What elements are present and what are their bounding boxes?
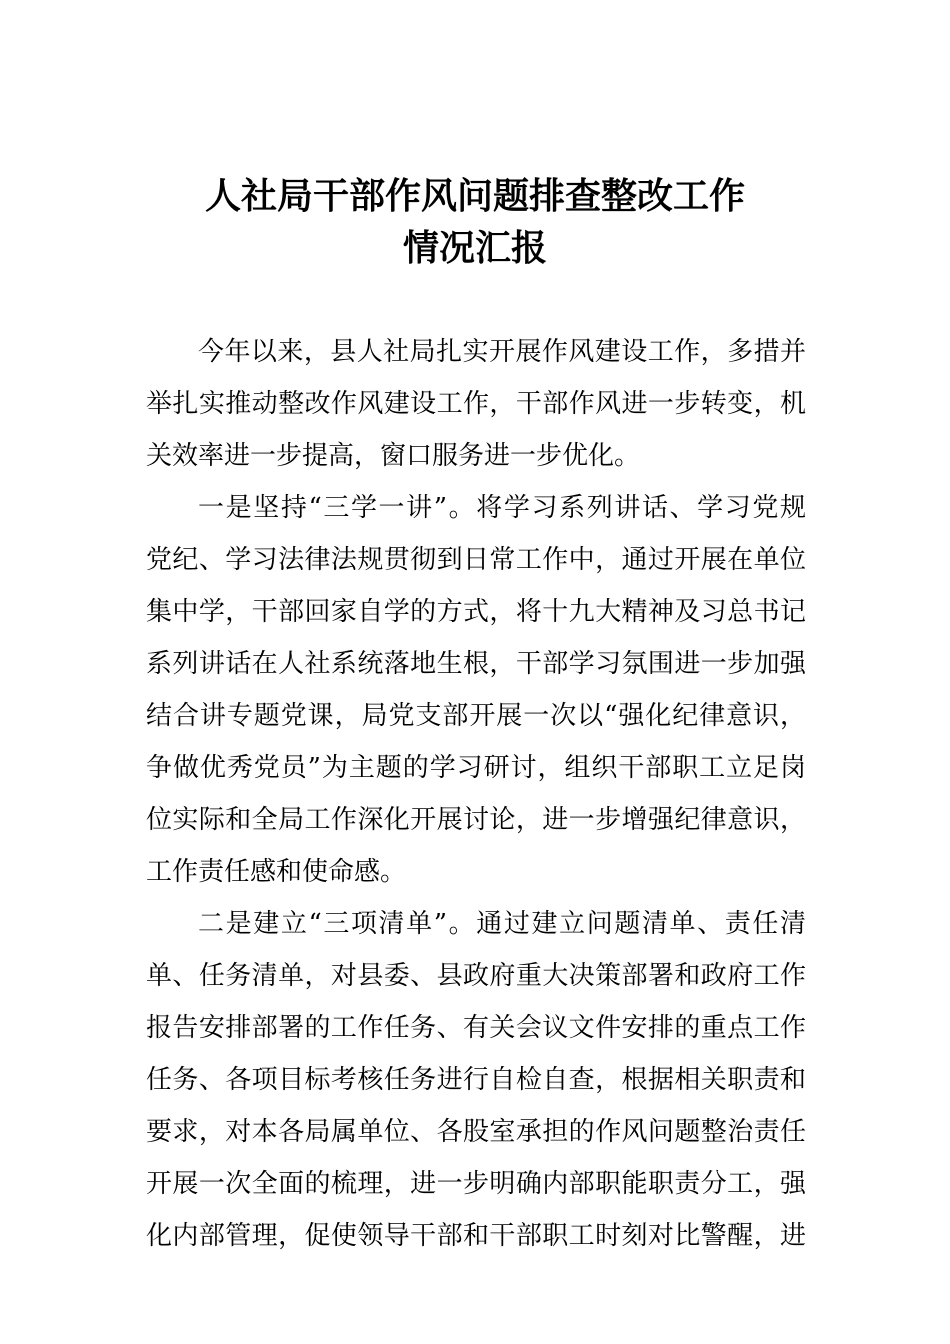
paragraph-line: 结合讲专题党课，局党支部开展一次以“强化纪律意识，	[146, 701, 806, 731]
paragraph-line: 今年以来，县人社局扎实开展作风建设工作，多措并	[198, 337, 806, 367]
paragraph-line: 开展一次全面的梳理，进一步明确内部职能职责分工，强	[146, 1169, 806, 1199]
paragraph-line: 关效率进一步提高，窗口服务进一步优化。	[146, 441, 641, 471]
paragraph-line: 报告安排部署的工作任务、有关会议文件安排的重点工作	[146, 1013, 806, 1043]
paragraph-line: 争做优秀党员”为主题的学习研讨，组织干部职工立足岗	[146, 753, 806, 783]
paragraph-2	[146, 482, 806, 898]
paragraph-line: 位实际和全局工作深化开展讨论，进一步增强纪律意识，	[146, 805, 806, 835]
title-line-2: 情况汇报	[402, 227, 547, 269]
paragraph-line: 集中学，干部回家自学的方式，将十九大精神及习总书记	[146, 597, 806, 627]
paragraph-3	[146, 898, 806, 1262]
paragraph-line: 一是坚持“三学一讲”。将学习系列讲话、学习党规	[198, 493, 806, 523]
paragraph-1	[146, 326, 806, 482]
paragraph-line: 系列讲话在人社系统落地生根，干部学习氛围进一步加强	[146, 649, 806, 679]
document-title	[0, 170, 950, 274]
paragraph-line: 工作责任感和使命感。	[146, 857, 407, 887]
document-body	[146, 326, 806, 1262]
paragraph-line: 单、任务清单，对县委、县政府重大决策部署和政府工作	[146, 961, 806, 991]
paragraph-line: 要求，对本各局属单位、各股室承担的作风问题整治责任	[146, 1117, 806, 1147]
paragraph-line: 举扎实推动整改作风建设工作，干部作风进一步转变，机	[146, 389, 806, 419]
title-line-1: 人社局干部作风问题排查整改工作	[204, 175, 745, 217]
paragraph-line: 党纪、学习法律法规贯彻到日常工作中，通过开展在单位	[146, 545, 806, 575]
paragraph-line: 任务、各项目标考核任务进行自检自查，根据相关职责和	[146, 1065, 806, 1095]
paragraph-line: 二是建立“三项清单”。通过建立问题清单、责任清	[198, 909, 806, 939]
paragraph-line: 化内部管理，促使领导干部和干部职工时刻对比警醒，进	[146, 1221, 806, 1251]
